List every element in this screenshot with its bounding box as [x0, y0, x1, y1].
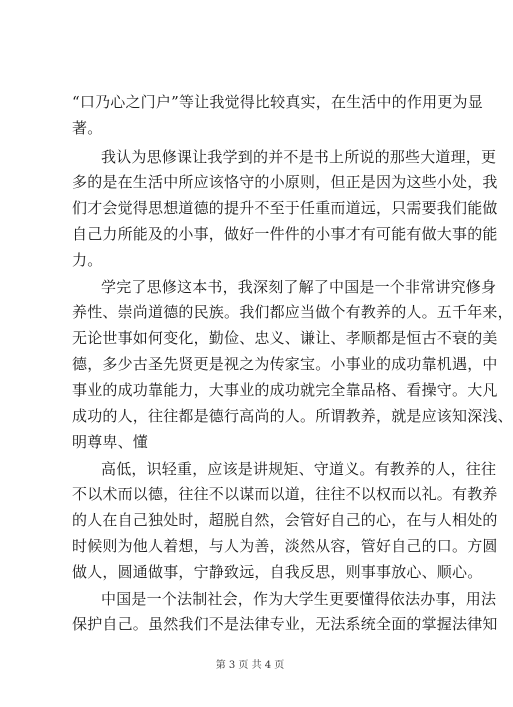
- text-line: 成功的人，往往都是德行高尚的人。所谓教养，就是应该知深浅、: [72, 407, 513, 425]
- text-line: 不以术而以德，往往不以谋而以道，往往不以权而以礼。有教养: [72, 485, 498, 503]
- text-line: 做人，圆通做事，宁静致远，自我反思，则事事放心、顺心。: [72, 563, 483, 581]
- text-line: 时候则为他人着想，与人为善，淡然从容，管好自己的口。方圆: [72, 537, 498, 555]
- paragraph-start-line: 学完了思修这本书，我深刻了解了中国是一个非常讲究修身: [101, 278, 497, 296]
- text-line: 力。: [72, 251, 103, 269]
- text-line: 自己力所能及的小事，做好一件件的小事才有可能有做大事的能: [72, 225, 498, 243]
- text-line: 们才会觉得思想道德的提升不至于任重而道远，只需要我们能做: [72, 199, 498, 217]
- paragraph-start-line: 中国是一个法制社会，作为大学生更要懂得依法办事，用法: [101, 590, 497, 608]
- text-line: 保护自己。虽然我们不是法律专业，无法系统全面的掌握法律知: [72, 615, 498, 633]
- text-line: 明尊卑、懂: [72, 433, 149, 451]
- paragraph-start-line: 我认为思修课让我学到的并不是书上所说的那些大道理，更: [101, 148, 497, 166]
- text-line: 养性、崇尚道德的民族。我们都应当做个有教养的人。五千年来，: [72, 303, 513, 321]
- text-line: 多的是在生活中所应该恪守的小原则，但正是因为这些小处，我: [72, 173, 498, 191]
- text-line: 德，多少古圣先贤更是视之为传家宝。小事业的成功靠机遇，中: [72, 355, 498, 373]
- paragraph-start-line: 高低，识轻重，应该是讲规矩、守道义。有教养的人，往往: [101, 460, 497, 478]
- text-line: “口乃心之门户”等让我觉得比较真实，在生活中的作用更为显: [72, 93, 483, 111]
- text-line: 的人在自己独处时，超脱自然，会管好自己的心，在与人相处的: [72, 511, 498, 529]
- text-line: 事业的成功靠能力，大事业的成功就完全靠品格、看操守。大凡: [72, 381, 498, 399]
- text-line: 著。: [72, 119, 103, 137]
- text-line: 无论世事如何变化，勤俭、忠义、谦让、孝顺都是恒古不衰的美: [72, 329, 498, 347]
- page-number-footer: 第 3 页 共 4 页: [215, 660, 285, 671]
